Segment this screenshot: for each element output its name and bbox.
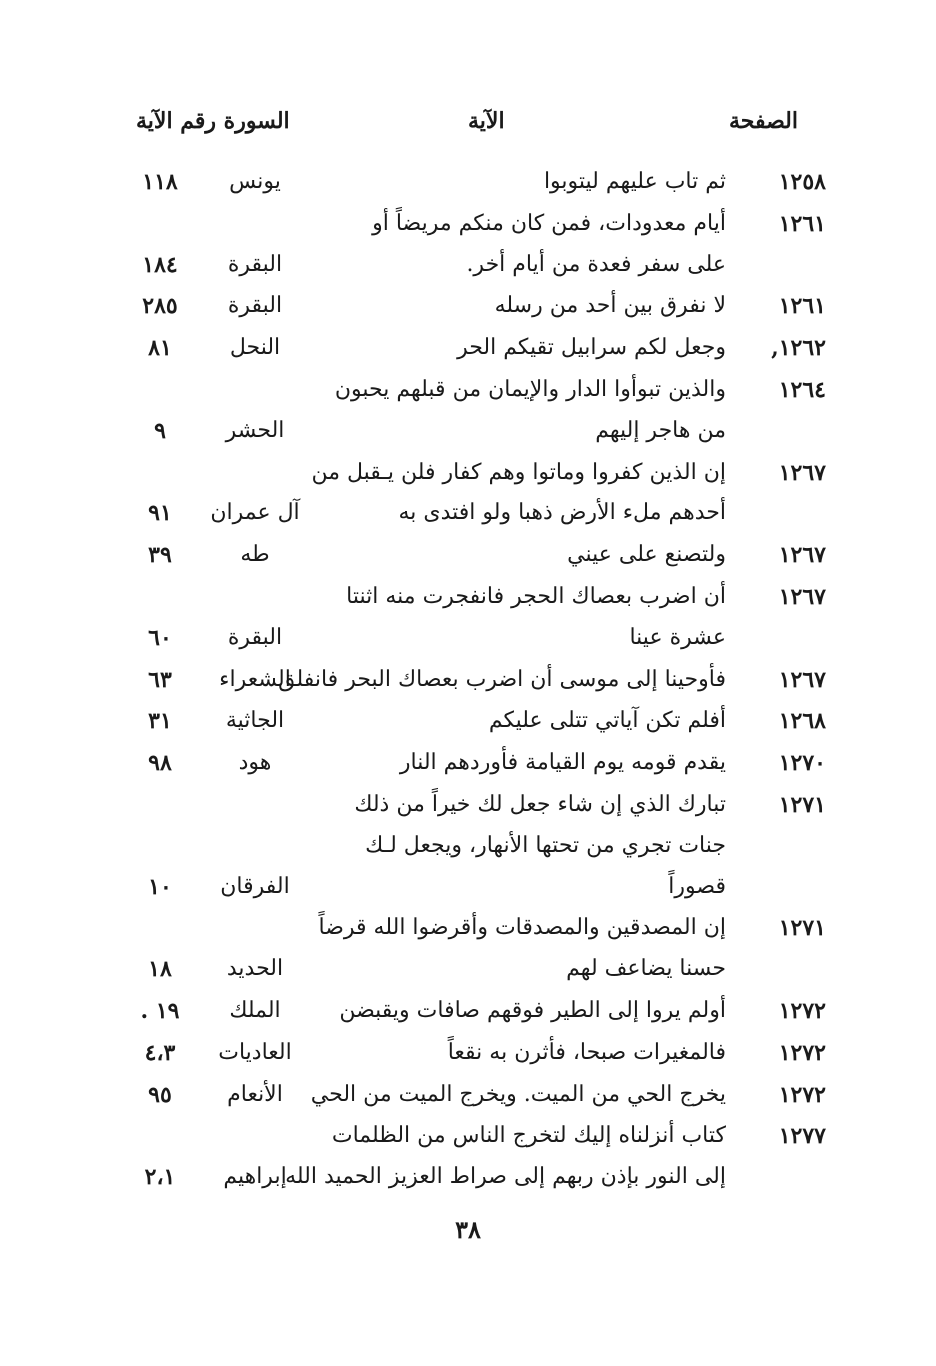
- entry-verse-number: ٩٥: [148, 1081, 172, 1108]
- entry-verse-line: أفلم تكن آياتي تتلى عليكم: [488, 708, 726, 734]
- entry-verse-line: والذين تبوأوا الدار والإيمان من قبلهم يحبون: [334, 377, 726, 402]
- entry-page: ١٢٦١: [778, 293, 826, 320]
- entry-sura: إبراهيم: [223, 1164, 287, 1190]
- entry-sura: البقرة: [227, 624, 283, 650]
- entry-page: ١٢٦٨: [778, 708, 826, 735]
- entry-page: ١٢٦٧: [778, 584, 826, 610]
- entry-verse-number: ٢،١: [144, 1164, 176, 1191]
- entry-verse-line: حسنا يضاعف لهم: [566, 956, 726, 982]
- entry-verse-line: إلى النور بإذن ربهم إلى صراط العزيز الحميد الله: [285, 1164, 726, 1190]
- entry-verse-line: يخرج الحي من الميت. ويخرج الميت من الحي: [310, 1081, 726, 1107]
- entry-verse-number: ٤،٣: [144, 1039, 176, 1066]
- entry-page: ١٢٧١: [778, 792, 826, 818]
- entry-sura: العاديات: [218, 1039, 292, 1065]
- entry-verse-number: ٣٩: [148, 542, 172, 569]
- header-verse-label: الآية: [468, 108, 505, 134]
- header-sura-number-label: السورة رقم الآية: [136, 108, 290, 134]
- entry-page: ١٢٦٧: [778, 459, 826, 486]
- entry-verse-line: وجعل لكم سرابيل تقيكم الحر: [457, 335, 726, 361]
- entry-verse-line: أولم يروا إلى الطير فوقهم صافات ويقبضن: [339, 998, 726, 1023]
- entry-sura: هود: [238, 750, 272, 776]
- entry-verse-line: إن الذين كفروا وماتوا وهم كفار فلن يـقبل من: [311, 459, 726, 485]
- entry-sura: الأنعام: [227, 1081, 283, 1107]
- entry-sura: طه: [240, 542, 270, 568]
- entry-verse-number: ٣١: [148, 708, 172, 735]
- entry-page: ١٢٦٧: [778, 542, 826, 569]
- entry-page: ١٢٧٢: [778, 1039, 826, 1066]
- entry-sura: يونس: [229, 169, 281, 194]
- entry-page: ١٢٦٧: [778, 666, 826, 693]
- entry-verse-line: أيام معدودات، فمن كان منكم مريضاً أو: [372, 210, 726, 236]
- entry-sura: البقرة: [227, 293, 283, 319]
- entry-verse-line: أن اضرب بعصاك الحجر فانفجرت منه اثنتا: [346, 584, 726, 609]
- entry-verse-number: ١٩ .: [140, 998, 180, 1024]
- entry-sura: الحشر: [225, 417, 285, 443]
- entry-verse-line: كتاب أنزلناه إليك لتخرج الناس من الظلمات: [331, 1123, 726, 1149]
- entry-verse-line: يقدم قومه يوم القيامة فأوردهم النار: [399, 750, 726, 776]
- entry-sura: الملك: [229, 998, 281, 1023]
- header-page-label: الصفحة: [728, 108, 798, 134]
- entry-sura: النحل: [229, 335, 281, 361]
- entry-sura: البقرة: [227, 251, 283, 277]
- entry-verse-line: فأوحينا إلى موسى أن اضرب بعصاك البحر فانفلق: [278, 666, 726, 692]
- entry-page: ١٢٦٤: [778, 377, 826, 403]
- entry-verse-line: ثم تاب عليهم ليتوبوا: [543, 169, 726, 194]
- entry-page: ١٢٧٢: [778, 998, 826, 1024]
- entry-verse-number: ٩٨: [148, 750, 172, 777]
- entry-verse-number: ٦٠: [148, 624, 172, 651]
- entry-verse-line: فالمغيرات صبحا، فأثرن به نقعاً: [447, 1039, 726, 1065]
- entry-verse-line: لا نفرق بين أحد من رسله: [494, 293, 726, 319]
- entry-page: ١٢٦١: [778, 210, 826, 237]
- entry-page: ١٢٦٢,: [771, 335, 826, 362]
- entry-verse-line: إن المصدقين والمصدقات وأقرضوا الله قرضاً: [318, 915, 726, 941]
- entry-verse-number: ٩: [154, 417, 166, 444]
- entry-verse-number: ١٨: [148, 956, 172, 983]
- entry-verse-number: ١٨٤: [142, 251, 178, 278]
- entry-verse-number: ٢٨٥: [142, 293, 178, 320]
- entry-verse-number: ١٠: [148, 873, 172, 900]
- entry-sura: آل عمران: [210, 500, 300, 526]
- entry-page: ١٢٧٧: [778, 1123, 826, 1150]
- entry-verse-line: قصوراً: [668, 873, 726, 899]
- entry-verse-line: على سفر فعدة من أيام أخر.: [466, 251, 726, 277]
- entry-sura: الشعراء: [219, 666, 291, 692]
- entry-verse-number: ٦٣: [148, 666, 172, 693]
- entry-verse-line: تبارك الذي إن شاء جعل لك خيراً من ذلك: [354, 792, 726, 817]
- entry-sura: الفرقان: [220, 873, 290, 899]
- entry-sura: الحديد: [226, 956, 284, 982]
- page-number: ٣٨: [455, 1215, 481, 1244]
- entry-page: ١٢٥٨: [778, 169, 826, 195]
- entry-verse-line: ولتصنع على عيني: [567, 542, 726, 568]
- entry-verse-number: ٨١: [148, 335, 172, 362]
- entry-page: ١٢٧١: [778, 915, 826, 942]
- entry-verse-number: ٩١: [148, 500, 172, 527]
- entry-page: ١٢٧٠: [778, 750, 826, 777]
- entry-verse-line: عشرة عينا: [629, 624, 726, 650]
- entry-verse-line: جنات تجري من تحتها الأنهار، ويجعل لـك: [365, 832, 726, 858]
- entry-verse-number: ١١٨: [142, 169, 178, 195]
- entry-verse-line: أحدهم ملء الأرض ذهبا ولو افتدى به: [398, 500, 726, 526]
- entry-verse-line: من هاجر إليهم: [595, 417, 726, 443]
- entry-page: ١٢٧٢: [778, 1081, 826, 1108]
- entry-sura: الجاثية: [225, 708, 285, 734]
